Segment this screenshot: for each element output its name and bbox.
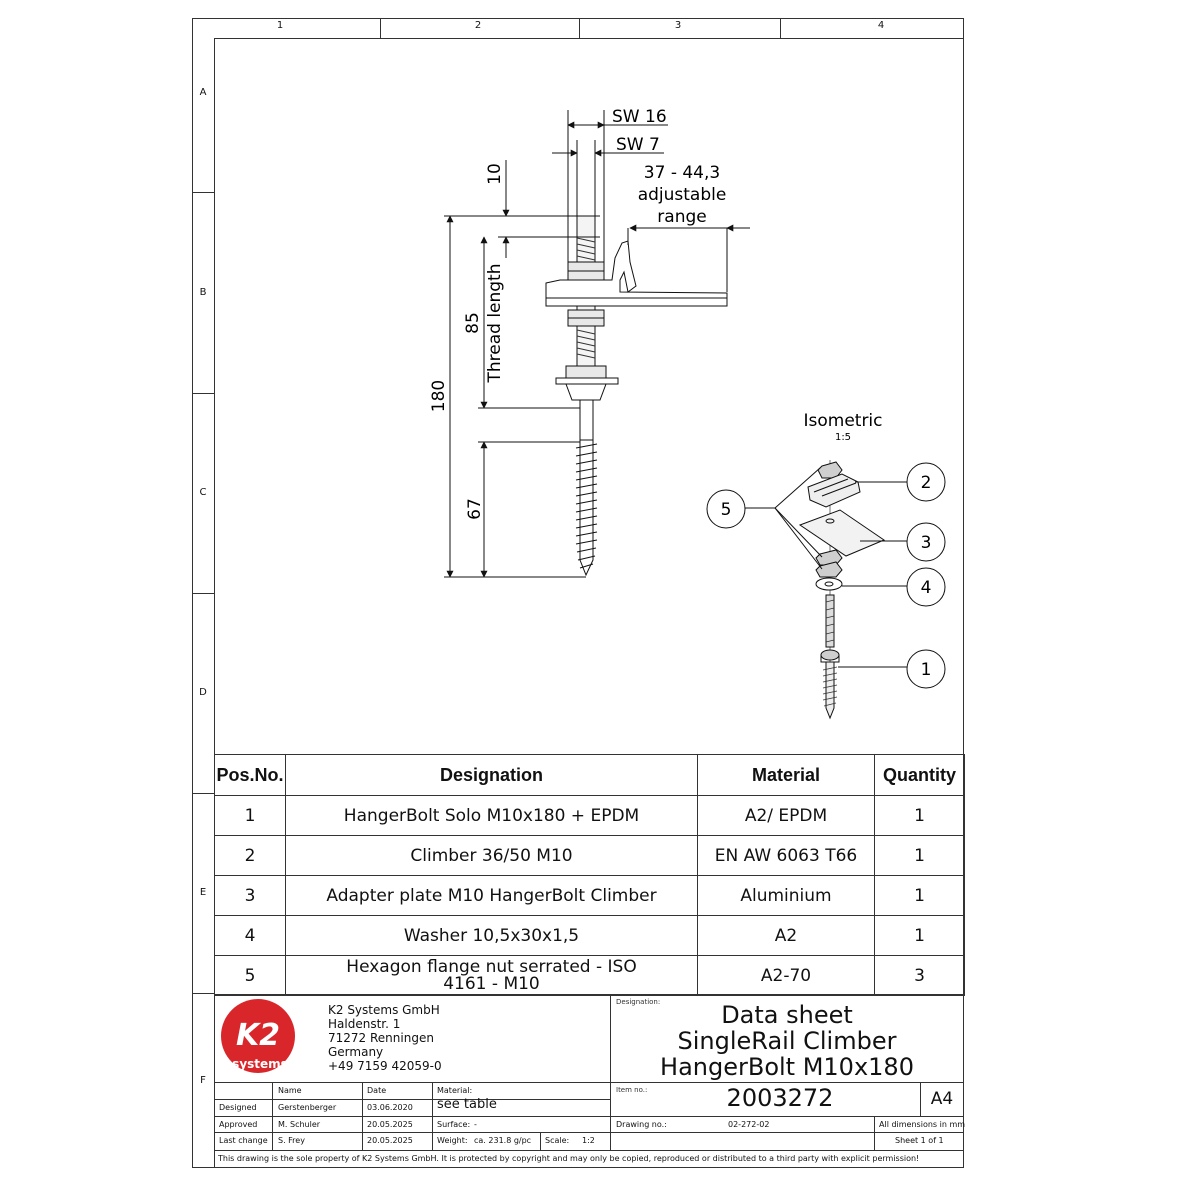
screw-shank	[580, 400, 593, 440]
column-label: 3	[674, 20, 682, 31]
company-street: Haldenstr. 1	[328, 1017, 401, 1031]
row-label: A	[199, 87, 207, 98]
table-row	[215, 916, 965, 956]
approved-label: Approved	[219, 1120, 258, 1129]
designation-label: Designation:	[616, 998, 661, 1006]
header-designation: Designation	[286, 755, 698, 796]
drawing-number: 02-272-02	[728, 1120, 770, 1129]
cell-material: A2/ EPDM	[698, 796, 875, 836]
date-header: Date	[367, 1086, 387, 1095]
isometric-title: Isometric	[803, 411, 883, 431]
dim-range-3: range	[657, 207, 707, 227]
sheet-count: Sheet 1 of 1	[895, 1136, 944, 1145]
isometric-view	[800, 460, 884, 718]
header-pos-no: Pos.No.	[215, 755, 286, 796]
parts-table	[214, 754, 965, 996]
cell-material: EN AW 6063 T66	[698, 836, 875, 876]
cell-qty: 1	[875, 836, 965, 876]
row-label: C	[199, 487, 207, 498]
cell-designation: HangerBolt Solo M10x180 + EPDM	[286, 796, 698, 836]
row-label: D	[199, 687, 207, 698]
cell-designation: Hexagon flange nut serrated - ISO 4161 - M10	[286, 956, 698, 996]
table-row	[215, 796, 965, 836]
row-divider	[192, 993, 214, 994]
cell-pos: 1	[215, 796, 286, 836]
company-country: Germany	[328, 1045, 384, 1059]
row-label: B	[199, 287, 207, 298]
balloon-label-4: 4	[920, 578, 932, 598]
title-line-1: Data sheet	[721, 1001, 853, 1029]
epdm-seal	[566, 384, 606, 400]
tb-line	[540, 1132, 541, 1150]
dim-thread-length: Thread length	[485, 263, 505, 383]
weight-label: Weight:	[437, 1136, 468, 1145]
material-label: Material:	[437, 1086, 473, 1095]
tb-line	[214, 1132, 964, 1133]
tb-line	[610, 994, 611, 1150]
last-change-date: 20.05.2025	[367, 1136, 413, 1145]
name-header: Name	[278, 1086, 302, 1095]
paper-size: A4	[930, 1089, 954, 1109]
cell-qty: 1	[875, 796, 965, 836]
row-label: E	[199, 887, 207, 898]
cell-material: A2-70	[698, 956, 875, 996]
balloon-label-1: 1	[920, 660, 932, 680]
k2-logo	[218, 998, 300, 1076]
tb-line	[920, 1082, 921, 1116]
dim-range-1: 37 - 44,3	[643, 163, 721, 183]
designed-name: Gerstenberger	[278, 1103, 337, 1112]
tb-line	[214, 1116, 964, 1117]
company-phone: +49 7159 42059-0	[328, 1059, 442, 1073]
balloon-label-3: 3	[920, 533, 932, 553]
tb-line	[214, 1082, 964, 1083]
dim-85: 85	[463, 312, 483, 334]
surface-label: Surface:	[437, 1120, 471, 1129]
dim-range-2: adjustable	[637, 185, 727, 205]
table-row	[215, 876, 965, 916]
dimensions-note: All dimensions in mm	[879, 1120, 966, 1129]
last-change-label: Last change	[219, 1136, 268, 1145]
balloon-label-5: 5	[720, 500, 732, 520]
approved-date: 20.05.2025	[367, 1120, 413, 1129]
drawing-no-label: Drawing no.:	[616, 1120, 667, 1129]
balloon-label-2: 2	[920, 473, 932, 493]
parts-table-header	[215, 755, 965, 796]
designed-label: Designed	[219, 1103, 257, 1112]
cell-material: A2	[698, 916, 875, 956]
dim-10: 10	[485, 163, 505, 185]
company-name: K2 Systems GmbH	[328, 1003, 440, 1017]
dim-sw7: SW 7	[616, 135, 660, 155]
title-line-2: SingleRail Climber	[677, 1027, 897, 1055]
approved-name: M. Schuler	[278, 1120, 321, 1129]
column-label: 4	[877, 20, 885, 31]
column-label: 1	[276, 20, 284, 31]
isometric-scale: 1:5	[834, 432, 852, 443]
item-number: 2003272	[726, 1084, 834, 1112]
cell-pos: 2	[215, 836, 286, 876]
scale-label: Scale:	[545, 1136, 570, 1145]
tb-line	[214, 1099, 610, 1100]
column-label: 2	[474, 20, 482, 31]
cell-material: Aluminium	[698, 876, 875, 916]
cell-pos: 5	[215, 956, 286, 996]
table-row	[215, 836, 965, 876]
tb-line	[272, 1082, 273, 1150]
tb-line	[362, 1082, 363, 1150]
logo-subtext: systems	[232, 1057, 288, 1071]
logo-text: K2	[235, 1018, 281, 1053]
cell-designation: Adapter plate M10 HangerBolt Climber	[286, 876, 698, 916]
header-quantity: Quantity	[875, 755, 965, 796]
cell-qty: 1	[875, 916, 965, 956]
dim-67: 67	[465, 498, 485, 520]
material-value: see table	[437, 1097, 497, 1112]
title-line-3: HangerBolt M10x180	[660, 1053, 914, 1081]
tb-line	[214, 994, 964, 995]
copyright-notice: This drawing is the sole property of K2 Systems GmbH. It is protected by copyright and may only be copied, reproduced or distributed to a third party with explicit permission!	[218, 1154, 920, 1163]
table-row	[215, 956, 965, 996]
washer	[556, 378, 618, 384]
dim-180: 180	[429, 379, 449, 413]
row-divider	[192, 793, 214, 794]
screw-body	[580, 440, 593, 575]
document-title	[612, 1002, 962, 1080]
designed-date: 03.06.2020	[367, 1103, 413, 1112]
surface-value: -	[474, 1120, 477, 1129]
last-change-name: S. Frey	[278, 1136, 305, 1145]
tb-line	[874, 1116, 875, 1150]
cell-designation: Washer 10,5x30x1,5	[286, 916, 698, 956]
company-address	[328, 1003, 442, 1073]
weight-value: ca. 231.8 g/pc	[474, 1136, 532, 1145]
cell-qty: 3	[875, 956, 965, 996]
cell-designation: Climber 36/50 M10	[286, 836, 698, 876]
dim-sw16: SW 16	[612, 107, 667, 127]
tb-line	[432, 1082, 433, 1150]
header-material: Material	[698, 755, 875, 796]
company-city: 71272 Renningen	[328, 1031, 434, 1045]
cell-qty: 1	[875, 876, 965, 916]
tb-line	[214, 1150, 964, 1151]
row-label: F	[200, 1075, 206, 1086]
cell-pos: 4	[215, 916, 286, 956]
item-no-label: Item no.:	[616, 1086, 648, 1094]
scale-value: 1:2	[582, 1136, 595, 1145]
cell-pos: 3	[215, 876, 286, 916]
